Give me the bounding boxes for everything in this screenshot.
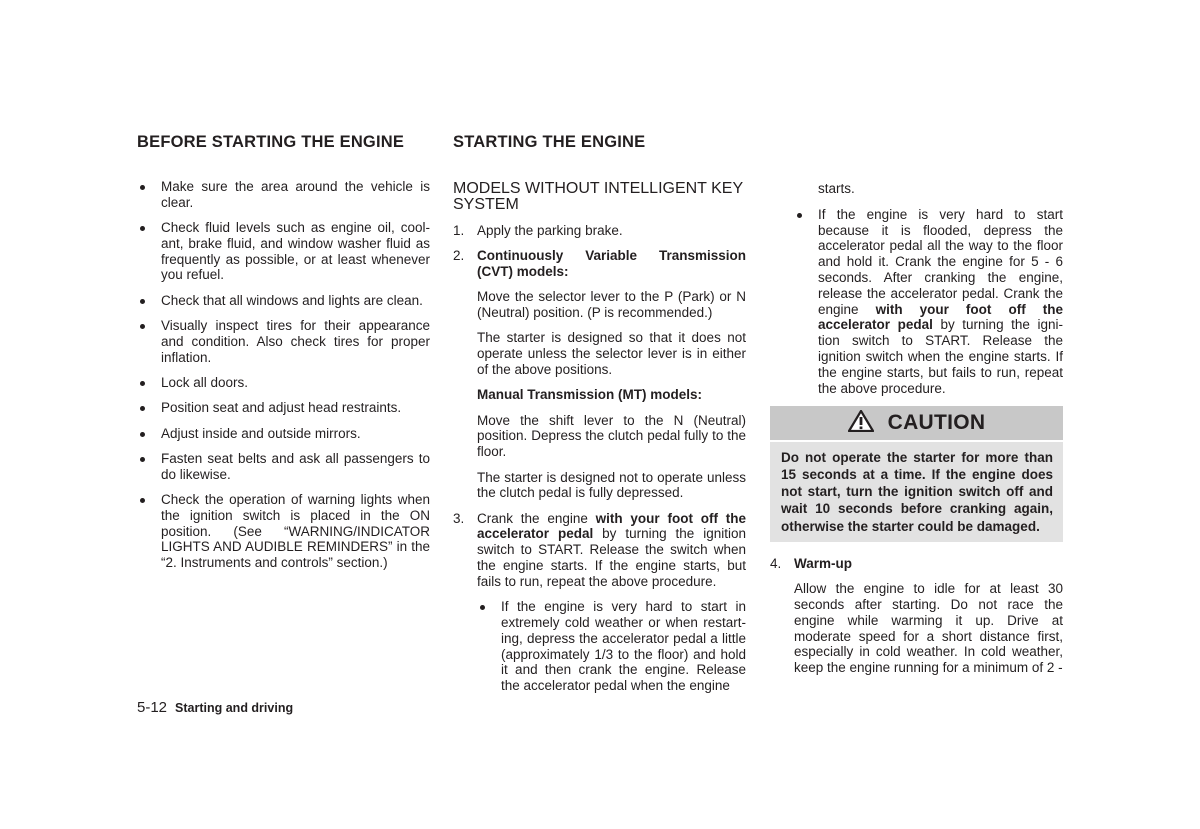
caution-title: CAUTION [887, 410, 986, 434]
mt-title: Manual Transmission (MT) models: [477, 387, 703, 403]
step-4 [770, 556, 1063, 676]
list-item [137, 400, 430, 416]
list-item [137, 220, 430, 283]
bullet-dot [140, 381, 145, 386]
warm-up-title: Warm-up [794, 555, 852, 571]
page-footer [137, 699, 293, 716]
list-item [137, 318, 430, 365]
step-number: 2. [453, 248, 465, 264]
bullet-dot [480, 605, 485, 610]
list-item [137, 426, 430, 442]
subheading: MODELS WITHOUT INTELLIGENT KEY SYSTEM [453, 180, 743, 213]
right-bullets [794, 207, 1063, 397]
caution-box [770, 406, 1063, 542]
mt-paragraph-2: The starter is designed not to operate unless the clutch pedal is fully depressed. [477, 469, 746, 501]
step-text: Apply the parking brake. [477, 223, 623, 238]
cvt-paragraph-2: The starter is designed so that it does not operate unless the selector lever is in either of the above positions. [477, 330, 746, 378]
step-3-text-a: Crank the engine [477, 510, 596, 526]
left-column [137, 179, 430, 580]
middle-heading: STARTING THE ENGINE [453, 133, 646, 151]
bullet-emphasis: with your foot off the accelerator pedal [818, 301, 1063, 333]
section-name: Starting and driving [175, 701, 294, 715]
continued-text: starts. [818, 181, 855, 196]
bullet-dot [797, 213, 802, 218]
bullet-dot [140, 185, 145, 190]
bullet-text: Visually inspect tires for their appearance and condition. Also check tires for proper inflation. [161, 318, 430, 365]
left-heading: BEFORE STARTING THE ENGINE [137, 133, 405, 151]
cvt-title: Continuously Variable Transmission (CVT) models: [477, 248, 746, 280]
step-number: 4. [770, 555, 782, 571]
bullet-text: Adjust inside and outside mirrors. [161, 425, 361, 441]
cvt-paragraph-1: Move the selector lever to the P (Park) or N (Neutral) position. (P is recommended.) [477, 289, 746, 321]
bullet-dot [140, 457, 145, 462]
list-item [137, 451, 430, 483]
bullet-dot [140, 406, 145, 411]
list-item [137, 492, 430, 571]
checklist [137, 179, 430, 571]
bullet-text-c: by turning the igni-tion switch to START. Release the ignition switch when the engine starts. If the engine starts, but fails to run, repeat the above procedure. [818, 317, 1063, 396]
mt-paragraph-1: Move the shift lever to the N (Neutral) position. Depress the clutch pedal fully to the floor. [477, 412, 746, 460]
list-item [477, 599, 746, 694]
list-item [137, 375, 430, 391]
bullet-dot [140, 299, 145, 304]
warm-up-text: Allow the engine to idle for at least 30 seconds after starting. Do not race the engine while warming it up. Drive at moderate speed for a short distance first, especially in cold weather. In cold weather, keep the engine running for a minimum of 2 - [794, 581, 1063, 676]
step-1 [453, 223, 746, 239]
list-item [137, 293, 430, 309]
bullet-text: Make sure the area around the vehicle is clear. [161, 179, 430, 210]
middle-column [453, 181, 746, 703]
step-3-text [477, 511, 746, 590]
bullet-text: Fasten seat belts and ask all passengers to do likewise. [161, 450, 430, 482]
bullet-dot [140, 324, 145, 329]
bullet-text: Lock all doors. [161, 374, 249, 390]
bullet-text-a: If the engine is very hard to start because it is flooded, depress the accelerator pedal all the way to the floor and hold it. Crank the engine for 5 - 6 seconds. After cranking the engine, release the accelerator pedal. Crank the engine [818, 206, 1063, 317]
warning-triangle-icon [848, 410, 874, 436]
bullet-text: If the engine is very hard to start in extremely cold weather or when restart-ing, depress the accelerator pedal a little (approximately 1/3 to the floor) and hold it and then crank the engine. Release the accelerator pedal when the engine [501, 599, 746, 694]
caution-text: Do not operate the starter for more than 15 seconds at a time. If the engine does not start, turn the ignition switch off and wait 10 seconds before cranking again, otherwise the starter could be damaged. [770, 442, 1063, 542]
step-3-bullets [477, 599, 746, 694]
bullet-text: Check fluid levels such as engine oil, cool-ant, brake fluid, and window washer fluid as frequently as possible, or at least whenever you refuel. [161, 220, 430, 283]
bullet-text: Check the operation of warning lights when the ignition switch is placed in the ON position. (See “WARNING/INDICATOR LIGHTS AND AUDIBLE REMINDERS” in the “2. Instruments and controls” section.) [161, 491, 430, 571]
step-3-emphasis: with your foot off the accelerator pedal [477, 510, 746, 542]
bullet-text: Check that all windows and lights are clean. [161, 292, 423, 308]
bullet-dot [140, 432, 145, 437]
step-number: 3. [453, 510, 465, 526]
caution-header [770, 406, 1063, 442]
list-item [137, 179, 430, 211]
step-3-text-c: by turning the ignition switch to START. Release the switch when the engine starts. If the engine starts, but fails to run, repeat the above procedure. [477, 526, 746, 589]
step-2 [453, 248, 746, 501]
bullet-dot [140, 498, 145, 503]
right-column [770, 181, 1063, 685]
step-3 [453, 511, 746, 694]
bullet-dot [140, 226, 145, 231]
page-number: 5-12 [137, 699, 168, 716]
bullet-text: Position seat and adjust head restraints. [161, 400, 402, 416]
step-number: 1. [453, 223, 465, 238]
list-item [794, 207, 1063, 397]
